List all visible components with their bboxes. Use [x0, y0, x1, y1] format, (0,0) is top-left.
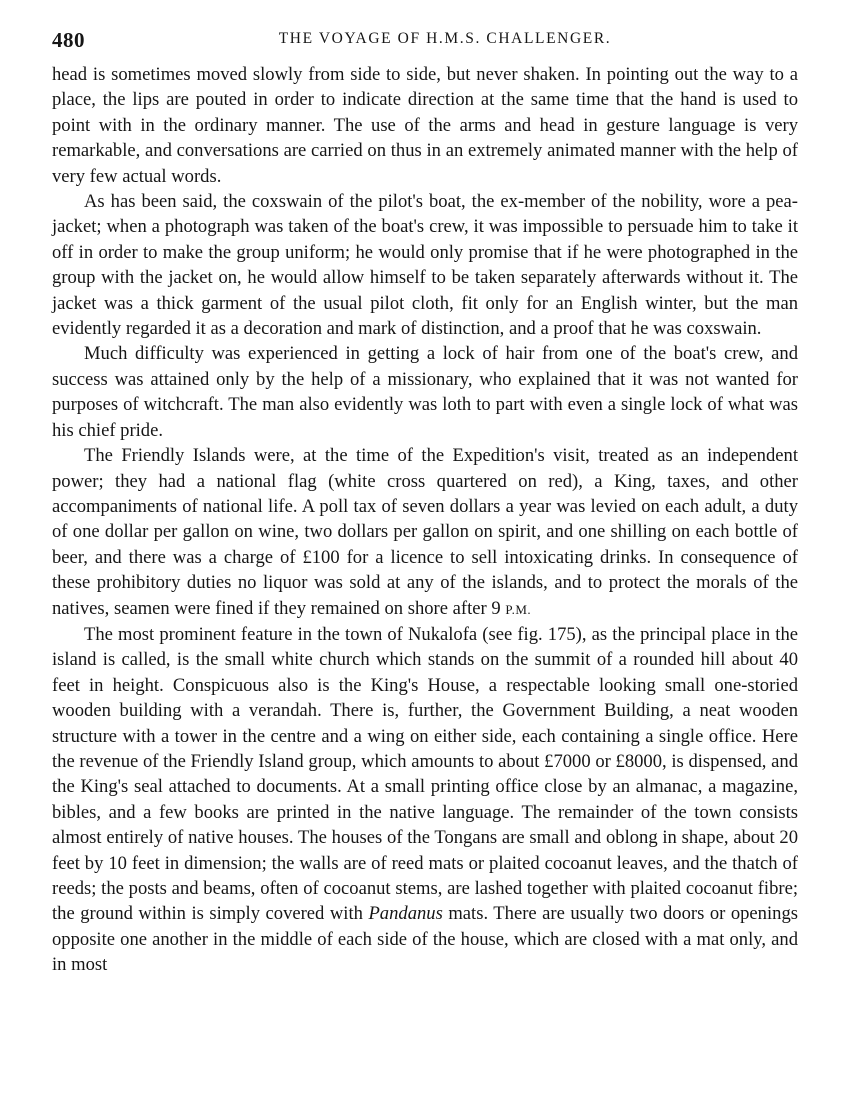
- paragraph-coxswain-pea-jacket: As has been said, the coxswain of the pilot's boat, the ex-member of the nobility, wore a pea-jacket; when a photograph was taken of the boat's crew, it was impossible to persuade him to take it off in order to make the group uniform; he would only promise that if he were photographed in the group with the jacket on, he would allow himself to be taken separately afterwards without it. The jacket was a thick garment of the usual pilot cloth, fit only for an English winter, but the man evidently regarded it as a decoration and mark of distinction, and a proof that he was coxswain.: [52, 191, 798, 340]
- paragraph-gesture-language: head is sometimes moved slowly from side to side, but never shaken. In pointing out the way to a place, the lips are pouted in order to indicate direction at the same time that the hand is used to point with in the ordinary manner. The use of the arms and head in gesture language is very remarkable, and conversations are carried on thus in an extremely animated manner with the help of very few actual words.: [52, 64, 798, 187]
- pandanus-italic: Pandanus: [368, 903, 443, 925]
- paragraph-nukalofa-town: [52, 622, 798, 978]
- book-page: [52, 20, 798, 978]
- paragraph-lock-of-hair: Much difficulty was experienced in getting a lock of hair from one of the boat's crew, and success was attained only by the help of a missionary, who explained that it was not wanted for purposes of witchcraft. The man also evidently was loth to part with even a single lock of what was his chief pride.: [52, 343, 798, 441]
- page-number: 480: [52, 28, 85, 52]
- body-text: [52, 62, 798, 978]
- nukalofa-text: The most prominent feature in the town of Nukalofa (see fig. 175), as the principal place in the island is called, is the small white church which stands on the summit of a rounded hill about 40 feet in height. Conspicuous also is the King's House, a respectable looking small one-storied wooden building with a verandah. There is, further, the Government Building, a neat wooden structure with a tower in the centre and a wing on either side, each containing a single office. Here the revenue of the Friendly Island group, which amounts to about £7000 or £8000, is dispensed, and the King's seal attached to documents. At a small printing office close by an almanac, a magazine, bibles, and a few books are printed in the native language. The remainder of the town consists almost entirely of native houses. The houses of the Tongans are small and oblong in shape, about 20 feet by 10 feet in dimension; the walls are of reed mats or plaited cocoanut leaves, and the thatch of reeds; the posts and beams, often of cocoanut stems, are lashed together with plaited cocoanut fibre; the ground within is simply covered with: [52, 623, 798, 925]
- nukalofa-text-continued: mats. There are usually two doors or openings opposite one another in the middle of each side of the house, which are closed with a mat only, and in most: [52, 903, 798, 976]
- page-header: [52, 20, 798, 62]
- time-suffix: P.M.: [505, 601, 532, 617]
- paragraph-friendly-islands: [52, 443, 798, 622]
- running-title: THE VOYAGE OF H.M.S. CHALLENGER.: [278, 30, 612, 47]
- friendly-islands-text: The Friendly Islands were, at the time of the Expedition's visit, treated as an independent power; they had a national flag (white cross quartered on red), a King, taxes, and other accompaniments of national life. A poll tax of seven dollars a year was levied on each adult, a duty of one dollar per gallon on wine, two dollars per gallon on spirit, and one shilling on each bottle of beer, and there was a charge of £100 for a licence to sell intoxicating drinks. In consequence of these prohibitory duties no liquor was sold at any of the islands, and to protect the morals of the natives, seamen were fined if they remained on shore after 9: [52, 445, 798, 619]
